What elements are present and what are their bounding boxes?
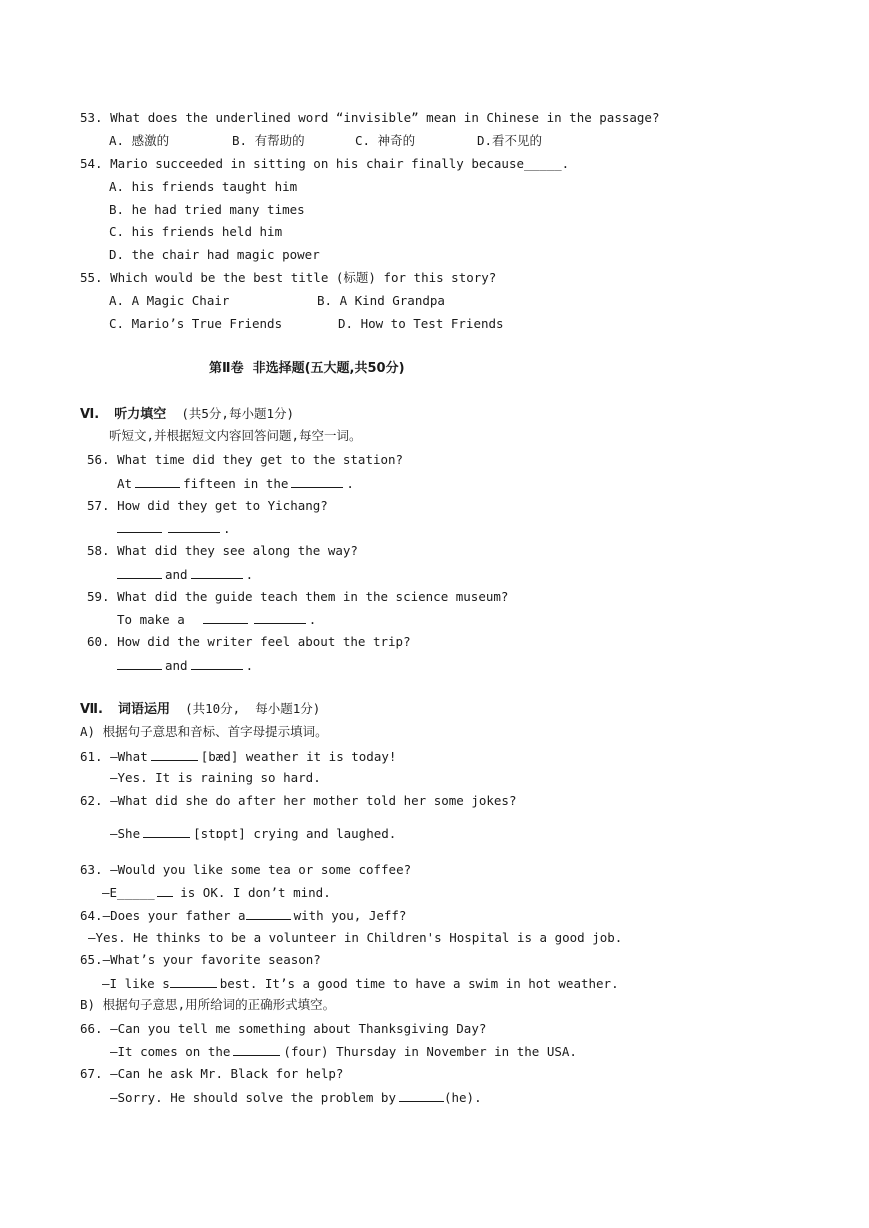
q55-stem: 55. Which would be the best title (标题) for this story? — [80, 270, 497, 285]
q58-question: 58. What did they see along the way? — [87, 543, 358, 558]
q65-text-1: —I like s — [102, 976, 170, 991]
q58-answer-line — [117, 566, 253, 583]
q54-option-c[interactable]: C. his friends held him — [109, 224, 283, 239]
q56-text-1: At — [117, 476, 133, 491]
q58-blank-1[interactable] — [117, 566, 162, 579]
q67-line1: 67. —Can he ask Mr. Black for help? — [80, 1066, 344, 1081]
q61-line1 — [80, 748, 396, 765]
section6-heading — [80, 406, 294, 423]
q61-line2: —Yes. It is raining so hard. — [110, 770, 321, 785]
q54-stem: 54. Mario succeeded in sitting on his chair finally because_____. — [80, 156, 570, 171]
q60-question: 60. How did the writer feel about the trip? — [87, 634, 411, 649]
q59-text-3: . — [308, 612, 317, 627]
q57-blank-1[interactable] — [117, 520, 162, 533]
q64-text-2: with you, Jeff? — [293, 908, 407, 923]
q60-blank-1[interactable] — [117, 657, 162, 670]
section6-instruction: 听短文,并根据短文内容回答问题,每空一词。 — [109, 428, 362, 443]
q62-blank[interactable] — [143, 825, 190, 838]
q54-option-b[interactable]: B. he had tried many times — [109, 202, 305, 217]
q65-line2 — [102, 975, 619, 992]
q67-text-2: (he). — [443, 1090, 482, 1105]
q53-option-a[interactable]: A. 感激的 — [109, 133, 170, 148]
q66-line2 — [110, 1043, 577, 1060]
q54-option-d[interactable]: D. the chair had magic power — [109, 247, 320, 262]
q63-line2 — [102, 884, 331, 901]
q67-line2 — [110, 1089, 482, 1106]
q65-text-2: best. It’s a good time to have a swim in hot weather. — [219, 976, 619, 991]
q56-text-3: . — [346, 476, 354, 491]
q63-text-2: is OK. I don’t mind. — [180, 885, 331, 900]
q55-option-d[interactable]: D. How to Test Friends — [338, 316, 504, 331]
section6-title: 听力填空 — [114, 407, 167, 422]
q67-blank[interactable] — [399, 1089, 444, 1102]
q63-blank[interactable] — [157, 884, 173, 897]
q66-text-2: (four) Thursday in November in the USA. — [283, 1044, 577, 1059]
q64-blank[interactable] — [246, 907, 291, 920]
q57-text-3: . — [223, 521, 231, 536]
q62-line2 — [110, 825, 396, 842]
section7-part-b: B) 根据句子意思,用所给词的正确形式填空。 — [80, 997, 336, 1012]
section7-number: Ⅶ. — [80, 702, 103, 717]
q59-question: 59. What did the guide teach them in the science museum? — [87, 589, 509, 604]
q65-blank[interactable] — [170, 975, 217, 988]
q53-option-b[interactable]: B. 有帮助的 — [232, 133, 305, 148]
q55-option-c[interactable]: C. Mario’s True Friends — [109, 316, 283, 331]
q53-option-d[interactable]: D.看不见的 — [477, 133, 543, 148]
q56-answer-line — [117, 475, 354, 492]
q60-text-3: . — [245, 658, 254, 673]
q67-text-1: —Sorry. He should solve the problem by — [110, 1090, 396, 1105]
q64-line2: —Yes. He thinks to be a volunteer in Children's Hospital is a good job. — [88, 930, 623, 945]
q59-blank-2[interactable] — [254, 611, 306, 624]
section7-heading — [80, 701, 320, 718]
q62-text-2: [stɒpt] crying and laughed. — [193, 826, 397, 841]
q60-text-2: and — [165, 658, 188, 673]
q58-text-2: and — [165, 567, 188, 582]
q60-blank-2[interactable] — [191, 657, 243, 670]
q59-text-1: To make a — [117, 612, 185, 627]
q53-option-c[interactable]: C. 神奇的 — [355, 133, 416, 148]
q59-answer-line — [117, 611, 316, 628]
q56-blank-2[interactable] — [291, 475, 343, 488]
q57-answer-line — [117, 520, 231, 537]
q60-answer-line — [117, 657, 253, 674]
section6-number: Ⅵ. — [80, 407, 100, 422]
q62-line1: 62. —What did she do after her mother told her some jokes? — [80, 793, 517, 808]
q54-option-a[interactable]: A. his friends taught him — [109, 179, 298, 194]
q58-blank-2[interactable] — [191, 566, 243, 579]
q66-text-1: —It comes on the — [110, 1044, 231, 1059]
q56-blank-1[interactable] — [135, 475, 180, 488]
q55-option-a[interactable]: A. A Magic Chair — [109, 293, 230, 308]
q61-text-1: 61. —What — [80, 749, 148, 764]
section7-note: (共10分, 每小题1分) — [185, 701, 321, 716]
q66-line1: 66. —Can you tell me something about Thanksgiving Day? — [80, 1021, 487, 1036]
q61-text-2: [bæd] weather it is today! — [200, 749, 397, 764]
q56-text-2: fifteen in the — [183, 476, 289, 491]
q65-line1: 65.—What’s your favorite season? — [80, 952, 321, 967]
q59-blank-1[interactable] — [203, 611, 248, 624]
q62-text-1: —She — [110, 826, 141, 841]
section6-note: (共5分,每小题1分) — [181, 406, 295, 421]
section7-part-a: A) 根据句子意思和音标、首字母提示填词。 — [80, 724, 328, 739]
q57-question: 57. How did they get to Yichang? — [87, 498, 328, 513]
q53-stem: 53. What does the underlined word “invisible” mean in Chinese in the passage? — [80, 110, 660, 125]
q64-line1 — [80, 907, 406, 924]
q58-text-3: . — [245, 567, 254, 582]
section7-title: 词语运用 — [118, 702, 171, 717]
q63-line1: 63. —Would you like some tea or some coffee? — [80, 862, 412, 877]
part2-title: 第Ⅱ卷 非选择题(五大题,共50分) — [209, 361, 405, 376]
q64-text-1: 64.—Does your father a — [80, 908, 246, 923]
q63-text-1: —E_____ — [102, 885, 155, 900]
q61-blank[interactable] — [151, 748, 198, 761]
q66-blank[interactable] — [233, 1043, 280, 1056]
q57-blank-2[interactable] — [168, 520, 220, 533]
q56-question: 56. What time did they get to the station? — [87, 452, 404, 467]
q55-option-b[interactable]: B. A Kind Grandpa — [317, 293, 445, 308]
